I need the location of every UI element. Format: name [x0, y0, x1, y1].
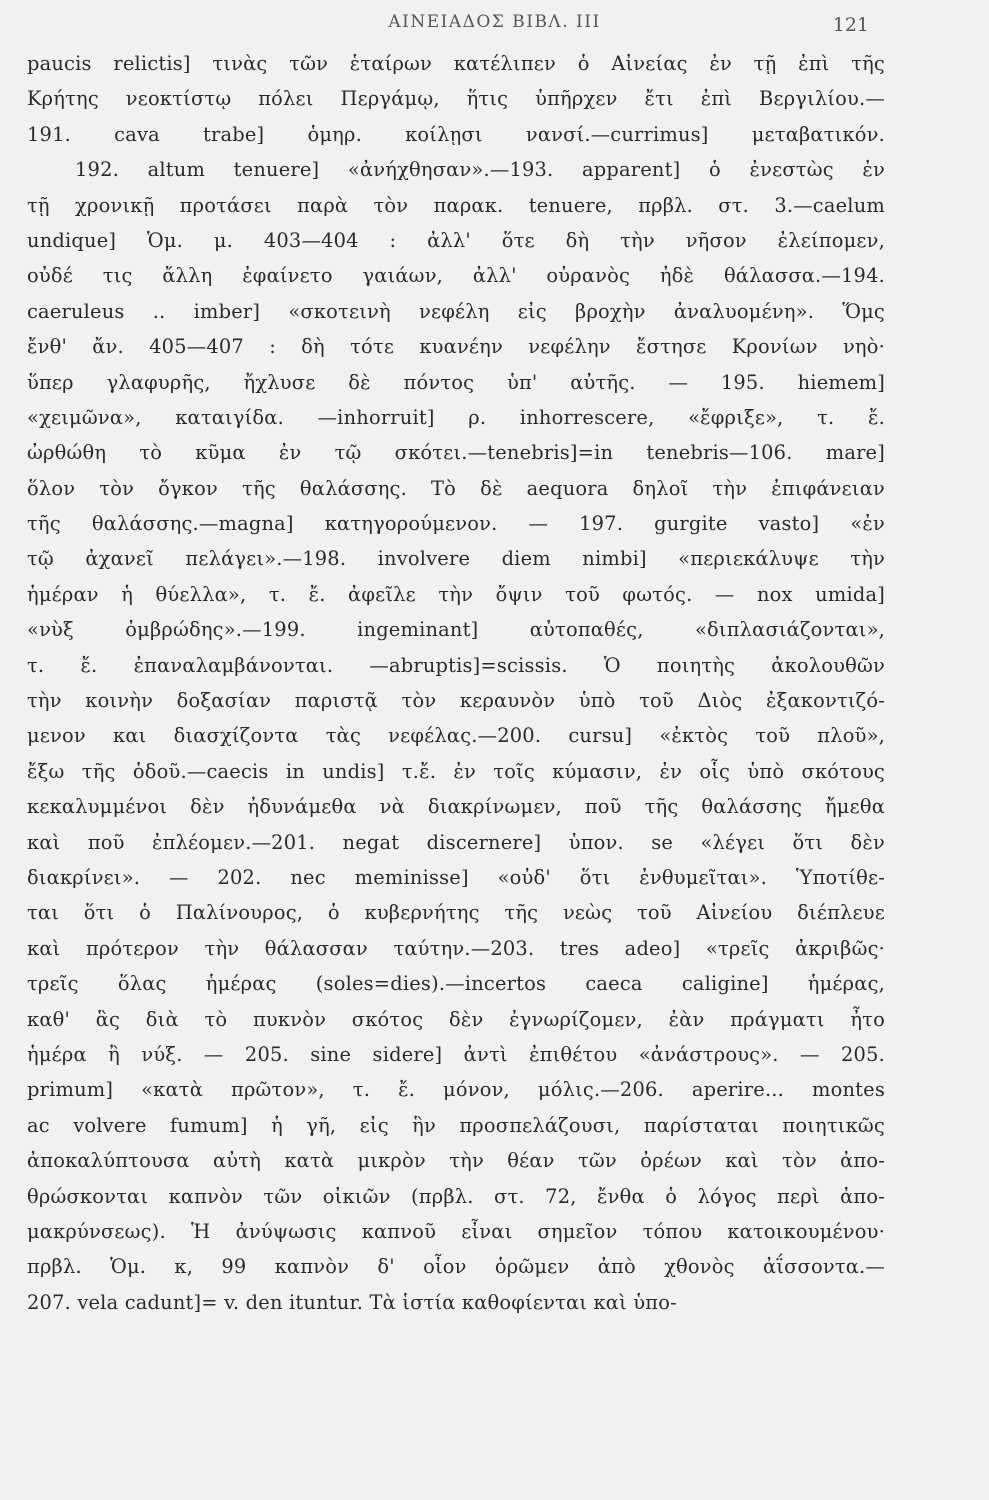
text-line: καὶ ποῦ ἐπλέομεν.—201. negat discernere] ὑπον. se «λέγει ὅτι δὲν — [27, 830, 885, 854]
text-line: ὠρθώθη τὸ κῦμα ἐν τῷ σκότει.—tenebris]=in tenebris—106. mare] — [27, 441, 885, 465]
text-line: θρώσκονται καπνὸν τῶν οἰκιῶν (πρβλ. στ. 72, ἔνθα ὁ λόγος περὶ ἀπο- — [27, 1184, 885, 1208]
text-line: ται ὅτι ὁ Παλίνουρος, ὁ κυβερνήτης τῆς νεὼς τοῦ Αἰνείου διέπλευε — [27, 901, 885, 925]
text-line: καὶ πρότερον τὴν θάλασσαν ταύτην.—203. tres adeo] «τρεῖς ἀκριβῶς· — [27, 936, 885, 960]
text-line: ac volvere fumum] ἡ γῆ, εἰς ἣν προσπελάζουσι, παρίσταται ποιητικῶς — [27, 1113, 885, 1137]
text-line: πρβλ. Ὁμ. κ, 99 καπνὸν δ' οἷον ὁρῶμεν ἀπὸ χθονὸς ἀΐσσοντα.— — [27, 1255, 885, 1279]
text-line: τῷ ἀχανεῖ πελάγει».—198. involvere diem nimbi] «περιεκάλυψε τὴν — [27, 547, 885, 571]
text-line: ἀποκαλύπτουσα αὐτὴ κατὰ μικρὸν τὴν θέαν τῶν ὀρέων καὶ τὸν ἀπο- — [27, 1149, 885, 1173]
text-line: 207. vela cadunt]= v. den ituntur. Τὰ ἱστία καθοφίενται καὶ ὑπο- — [27, 1290, 677, 1314]
running-title: ΑΙΝΕΙΑΔΟΣ ΒΙΒΛ. III — [388, 12, 601, 32]
text-line: «νὺξ ὀμβρώδης».—199. ingeminant] αὐτοπαθές, «διπλασιάζονται», — [27, 618, 885, 642]
text-line: τρεῖς ὅλας ἡμέρας (soles=dies).—incertos caeca caligine] ἡμέρας, — [27, 972, 885, 996]
text-line: διακρίνει». — 202. nec meminisse] «οὐδ' ὅτι ἐνθυμεῖται». Ὑποτίθε- — [27, 865, 885, 889]
text-line: μακρύνσεως). Ἡ ἀνύψωσις καπνοῦ εἶναι σημεῖον τόπου κατοικουμένου· — [27, 1219, 885, 1243]
text-line: τῇ χρονικῇ προτάσει παρὰ τὸν παρακ. tenuere, πρβλ. στ. 3.—caelum — [27, 193, 885, 217]
text-line: ὅλον τὸν ὄγκον τῆς θαλάσσης. Τὸ δὲ aequora δηλοῖ τὴν ἐπιφάνειαν — [27, 476, 885, 500]
text-line: τῆς θαλάσσης.—magna] κατηγορούμενον. — 197. gurgite vasto] «ἐν — [27, 512, 885, 536]
text-line: 191. cava trabe] ὁμηρ. κοίλῃσι νανσί.—currimus] μεταβατικόν. — [27, 122, 885, 146]
text-line: «χειμῶνα», καταιγίδα. —inhorruit] ρ. inhorrescere, «ἔφριξε», τ. ἔ. — [27, 405, 885, 429]
text-line: paucis relictis] τινὰς τῶν ἑταίρων κατέλιπεν ὁ Αἰνείας ἐν τῇ ἐπὶ τῆς — [27, 52, 885, 75]
text-line: καθ' ἃς διὰ τὸ πυκνὸν σκότος δὲν ἐγνωρίζομεν, ἐὰν πράγματι ἦτο — [27, 1007, 885, 1031]
page-number: 121 — [832, 14, 869, 36]
text-line: ἔνθ' ἄν. 405—407 : δὴ τότε κυανέην νεφέλην ἔστησε Κρονίων νηὸ· — [27, 335, 885, 359]
running-head — [0, 12, 989, 42]
text-line: ὕπερ γλαφυρῆς, ἤχλυσε δὲ πόντος ὑπ' αὐτῆς. — 195. hiemem] — [27, 370, 885, 394]
text-line: ἡμέρα ἢ νύξ. — 205. sine sidere] ἀντὶ ἐπιθέτου «ἀνάστρους». — 205. — [27, 1042, 885, 1066]
text-line: caeruleus .. imber] «σκοτεινὴ νεφέλη εἰς βροχὴν ἀναλυομένη». Ὅμς — [27, 299, 885, 323]
text-line: primum] «κατὰ πρῶτον», τ. ἔ. μόνον, μόλις.—206. aperire... montes — [27, 1078, 885, 1102]
text-line: 192. altum tenuere] «ἀνήχθησαν».—193. apparent] ὁ ἐνεστὼς ἐν — [75, 158, 885, 182]
text-line: undique] Ὁμ. μ. 403—404 : ἀλλ' ὅτε δὴ τὴν νῆσον ἐλείπομεν, — [27, 228, 885, 252]
text-line: Κρήτης νεοκτίστῳ πόλει Περγάμῳ, ἥτις ὑπῆρχεν ἔτι ἐπὶ Βεργιλίου.— — [27, 87, 885, 111]
text-line: τ. ἔ. ἐπαναλαμβάνονται. —abruptis]=scissis. Ὁ ποιητὴς ἀκολουθῶν — [27, 653, 885, 677]
text-line: τὴν κοινὴν δοξασίαν παριστᾷ τὸν κεραυνὸν ὑπὸ τοῦ Διὸς ἐξακοντιζό- — [27, 689, 885, 713]
text-line: ἡμέραν ἡ θύελλα», τ. ἔ. ἀφεῖλε τὴν ὄψιν τοῦ φωτός. — nox umida] — [27, 582, 885, 606]
commentary-text — [27, 46, 885, 1320]
text-line: οὐδέ τις ἄλλη ἐφαίνετο γαιάων, ἀλλ' οὐρανὸς ἠδὲ θάλασσα.—194. — [27, 264, 885, 288]
text-line: ἔξω τῆς ὁδοῦ.—caecis in undis] τ.ἔ. ἐν τοῖς κύμασιν, ἐν οἷς ὑπὸ σκότους — [27, 759, 885, 783]
text-line: μενον και διασχίζοντα τὰς νεφέλας.—200. cursu] «ἐκτὸς τοῦ πλοῦ», — [27, 724, 885, 748]
text-line: κεκαλυμμένοι δὲν ἠδυνάμεθα νὰ διακρίνωμεν, ποῦ τῆς θαλάσσης ἤμεθα — [27, 795, 885, 819]
